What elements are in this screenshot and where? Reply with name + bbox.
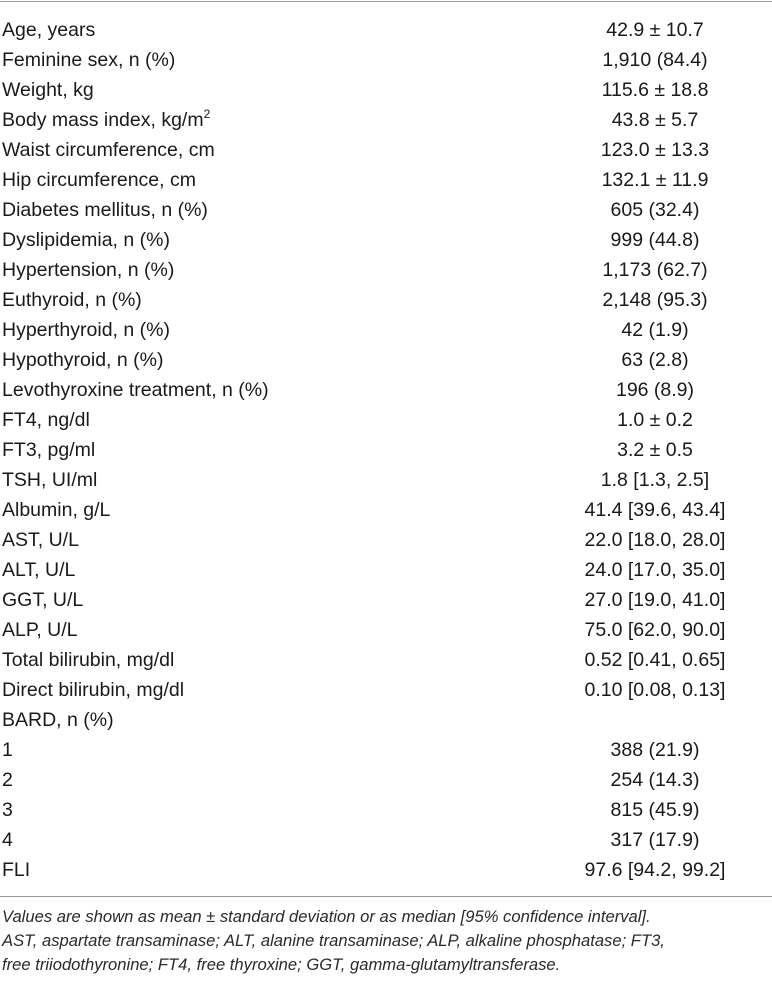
row-value: 254 (14.3) [610,769,700,791]
row-label: FT4, ng/dl [2,409,90,431]
table-row [0,765,772,795]
table-row [0,315,772,345]
row-label: Age, years [2,19,96,41]
table-row [0,735,772,765]
table-row [0,75,772,105]
row-label: Direct bilirubin, mg/dl [2,679,185,701]
table-row [0,855,772,885]
row-label: Hip circumference, cm [2,169,196,191]
table-row [0,15,772,45]
table-row [0,825,772,855]
table-row [0,135,772,165]
table-row [0,705,772,735]
row-value: 42 (1.9) [621,319,689,341]
row-label: Hypothyroid, n (%) [2,349,164,371]
row-label: Hypertension, n (%) [2,259,175,281]
row-value: 2,148 (95.3) [602,289,708,311]
row-label-text: Body mass index, kg/m [2,109,204,131]
row-value: 196 (8.9) [615,379,695,401]
row-label: ALT, U/L [2,559,76,581]
footnote-line: free triiodothyronine; FT4, free thyroxine; GGT, gamma-glutamyltransferase. [2,955,561,974]
row-label: Euthyroid, n (%) [2,289,142,311]
row-label: 2 [2,769,13,791]
table-row [0,165,772,195]
row-value: 41.4 [39.6, 43.4] [584,499,726,521]
row-value: 388 (21.9) [610,739,700,761]
table-row [0,285,772,315]
table-row [0,195,772,225]
row-value: 123.0 ± 13.3 [600,139,710,161]
row-value: 75.0 [62.0, 90.0] [584,619,726,641]
row-label: FLI [2,859,31,881]
footnote-line: Values are shown as mean ± standard deviation or as median [95% confidence interval]. [2,907,651,926]
row-label: TSH, UI/ml [2,469,98,491]
row-label: Waist circumference, cm [2,139,215,161]
table-row [0,615,772,645]
table-row [0,645,772,675]
row-value: 317 (17.9) [610,829,700,851]
row-label: GGT, U/L [2,589,84,611]
row-value: 43.8 ± 5.7 [611,109,699,131]
row-label-superscript: 2 [203,107,211,121]
row-value: 42.9 ± 10.7 [606,19,704,41]
row-value: 1.0 ± 0.2 [617,409,693,431]
table-row [0,225,772,255]
row-value: 97.6 [94.2, 99.2] [584,859,726,881]
table-row [0,435,772,465]
footnote-line: AST, aspartate transaminase; ALT, alanine transaminase; ALP, alkaline phosphatase; FT3, [2,931,665,950]
table-row [0,375,772,405]
table-body [0,15,772,885]
row-value: 0.10 [0.08, 0.13] [584,679,726,701]
row-value: 27.0 [19.0, 41.0] [584,589,726,611]
row-value: 22.0 [18.0, 28.0] [584,529,726,551]
table-row [0,555,772,585]
row-label: FT3, pg/ml [2,439,96,461]
table-row [0,45,772,75]
row-label: Levothyroxine treatment, n (%) [2,379,269,401]
row-label: Hyperthyroid, n (%) [2,319,170,341]
row-label: Albumin, g/L [2,499,111,521]
row-label: BARD, n (%) [2,709,114,731]
row-value: 24.0 [17.0, 35.0] [584,559,726,581]
row-label: ALP, U/L [2,619,78,641]
table-row [0,105,772,135]
row-value: 1,910 (84.4) [602,49,708,71]
table-footnote [2,905,770,977]
row-value: 0.52 [0.41, 0.65] [584,649,726,671]
row-value: 63 (2.8) [621,349,689,371]
row-label: AST, U/L [2,529,79,551]
table-row [0,525,772,555]
table-bottom-rule [0,896,772,897]
row-label: Diabetes mellitus, n (%) [2,199,208,221]
row-label: Feminine sex, n (%) [2,49,176,71]
table-row [0,675,772,705]
row-label [2,105,210,135]
row-value: 132.1 ± 11.9 [601,169,709,191]
row-value: 1.8 [1.3, 2.5] [600,469,710,491]
row-label: Total bilirubin, mg/dl [2,649,175,671]
row-value: 999 (44.8) [610,229,700,251]
table-row [0,585,772,615]
row-value: 3.2 ± 0.5 [617,439,693,461]
table-row [0,465,772,495]
row-label: 3 [2,799,13,821]
table-row [0,345,772,375]
row-value: 115.6 ± 18.8 [601,79,709,101]
table-row [0,255,772,285]
table-row [0,495,772,525]
row-value: 605 (32.4) [610,199,700,221]
row-label: 1 [2,739,13,761]
row-value: 815 (45.9) [610,799,700,821]
row-label: Weight, kg [2,79,94,101]
table-top-rule [0,1,772,2]
row-value: 1,173 (62.7) [602,259,708,281]
row-label: 4 [2,829,13,851]
table-row [0,405,772,435]
table-row [0,795,772,825]
row-label: Dyslipidemia, n (%) [2,229,170,251]
